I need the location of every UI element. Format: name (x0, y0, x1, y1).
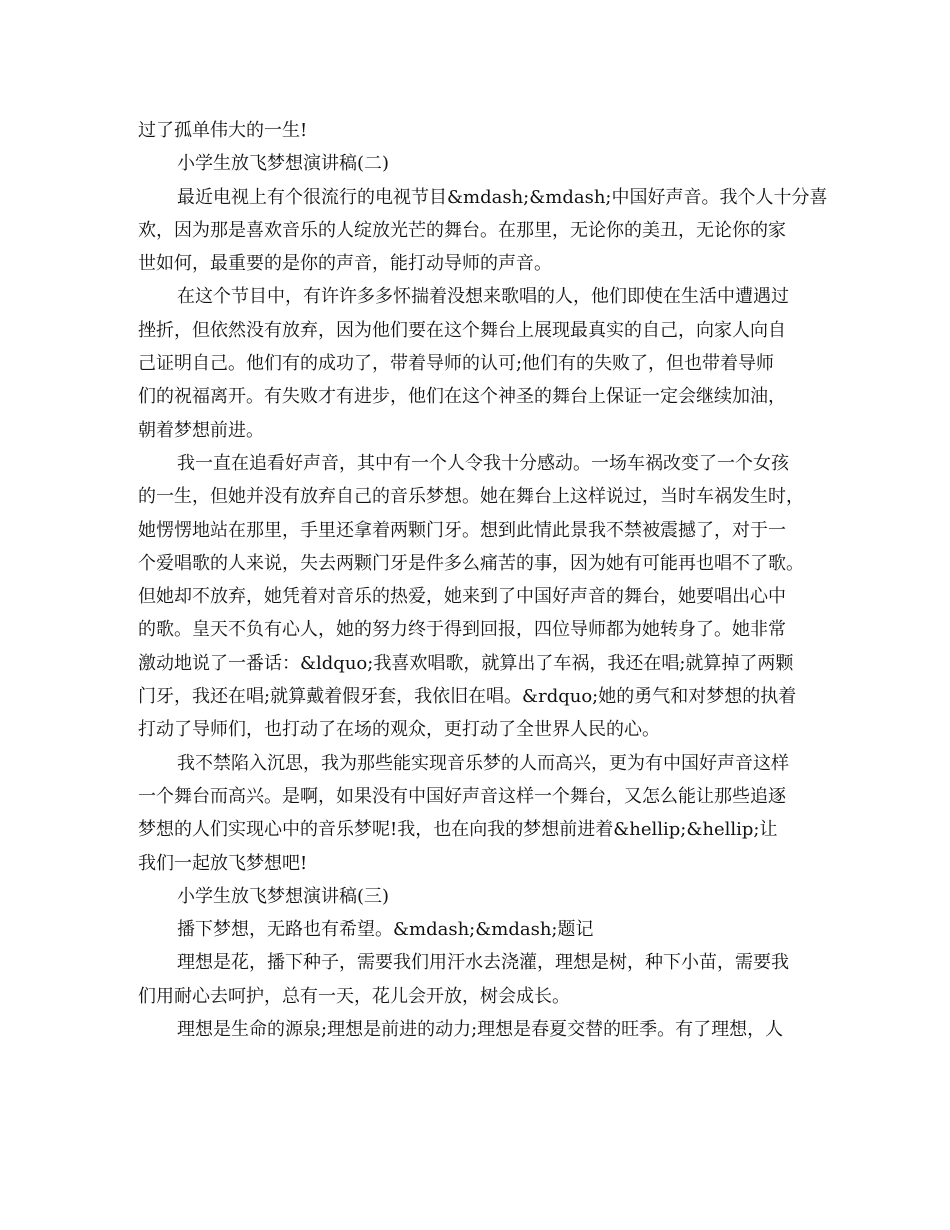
text-line: 的一生，但她并没有放弃自己的音乐梦想。她在舞台上这样说过，当时车祸发生时， (138, 486, 804, 508)
text-line: 一个舞台而高兴。是啊，如果没有中国好声音这样一个舞台，又怎么能让那些追逐 (138, 785, 786, 807)
text-line: 理想是生命的源泉;理想是前进的动力;理想是春夏交替的旺季。有了理想，人 (177, 1019, 784, 1041)
text-line: 她愣愣地站在那里，手里还拿着两颗门牙。想到此情此景我不禁被震撼了，对于一 (138, 519, 786, 541)
text-line: 世如何，最重要的是你的声音，能打动导师的声音。 (138, 253, 552, 275)
text-line: 己证明自己。他们有的成功了，带着导师的认可;他们有的失败了，但也带着导师 (138, 353, 775, 375)
text-line: 梦想的人们实现心中的音乐梦呢!我，也在向我的梦想前进着&hellip;&hellip;让 (138, 819, 778, 841)
text-line: 我不禁陷入沉思，我为那些能实现音乐梦的人而高兴，更为有中国好声音这样 (177, 752, 789, 774)
text-line: 个爱唱歌的人来说，失去两颗门牙是件多么痛苦的事，因为她有可能再也唱不了歌。 (138, 552, 804, 574)
text-line: 们用耐心去呵护，总有一天，花儿会开放，树会成长。 (138, 985, 570, 1007)
text-line: 我们一起放飞梦想吧! (138, 852, 308, 874)
text-line: 在这个节目中，有许许多多怀揣着没想来歌唱的人，他们即使在生活中遭遇过 (177, 286, 789, 308)
section-heading: 小学生放飞梦想演讲稿(二) (177, 153, 390, 175)
text-line: 的歌。皇天不负有心人，她的努力终于得到回报，四位导师都为她转身了。她非常 (138, 619, 786, 641)
text-line: 欢，因为那是喜欢音乐的人绽放光芒的舞台。在那里，无论你的美丑，无论你的家 (138, 219, 786, 241)
text-line: 挫折，但依然没有放弃，因为他们要在这个舞台上展现最真实的自己，向家人向自 (138, 319, 786, 341)
text-line: 打动了导师们，也打动了在场的观众，更打动了全世界人民的心。 (138, 719, 660, 741)
text-line: 门牙，我还在唱;就算戴着假牙套，我依旧在唱。&rdquo;她的勇气和对梦想的执着 (138, 686, 797, 708)
text-line: 最近电视上有个很流行的电视节目&mdash;&mdash;中国好声音。我个人十分喜 (177, 186, 828, 208)
epigraph-line: 播下梦想，无路也有希望。&mdash;&mdash;题记 (177, 919, 594, 941)
document-body (138, 114, 828, 1046)
text-line: 但她却不放弃，她凭着对音乐的热爱，她来到了中国好声音的舞台，她要唱出心中 (138, 586, 786, 608)
text-line: 们的祝福离开。有失败才有进步，他们在这个神圣的舞台上保证一定会继续加油， (138, 386, 786, 408)
text-line: 过了孤单伟大的一生! (138, 120, 308, 141)
text-line: 朝着梦想前进。 (138, 419, 264, 441)
text-line: 我一直在追看好声音，其中有一个人令我十分感动。一场车祸改变了一个女孩 (177, 452, 789, 474)
section-heading: 小学生放飞梦想演讲稿(三) (177, 885, 390, 907)
text-line: 理想是花，播下种子，需要我们用汗水去浇灌，理想是树，种下小苗，需要我 (177, 952, 789, 974)
text-line: 激动地说了一番话：&ldquo;我喜欢唱歌，就算出了车祸，我还在唱;就算掉了两颗 (138, 652, 794, 674)
